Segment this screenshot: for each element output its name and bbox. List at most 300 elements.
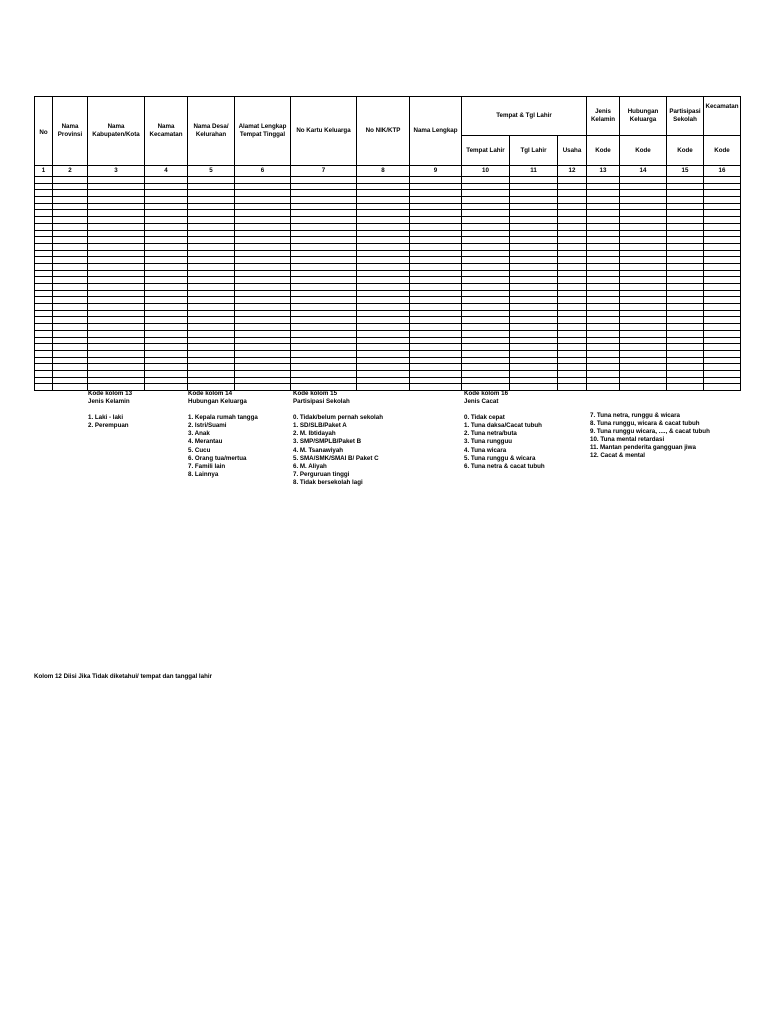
table-cell[interactable] <box>53 330 88 337</box>
table-cell[interactable] <box>188 177 235 184</box>
table-cell[interactable] <box>462 197 510 204</box>
table-cell[interactable] <box>510 230 558 237</box>
table-cell[interactable] <box>510 310 558 317</box>
table-cell[interactable] <box>88 270 145 277</box>
table-cell[interactable] <box>620 370 667 377</box>
table-cell[interactable] <box>410 203 462 210</box>
table-cell[interactable] <box>510 177 558 184</box>
table-cell[interactable] <box>53 290 88 297</box>
table-cell[interactable] <box>188 324 235 331</box>
table-cell[interactable] <box>510 337 558 344</box>
table-cell[interactable] <box>53 324 88 331</box>
table-cell[interactable] <box>587 203 620 210</box>
table-cell[interactable] <box>462 304 510 311</box>
table-cell[interactable] <box>587 284 620 291</box>
table-cell[interactable] <box>510 250 558 257</box>
table-cell[interactable] <box>188 337 235 344</box>
table-cell[interactable] <box>667 183 704 190</box>
table-cell[interactable] <box>357 217 410 224</box>
table-cell[interactable] <box>88 324 145 331</box>
table-cell[interactable] <box>510 370 558 377</box>
table-cell[interactable] <box>620 310 667 317</box>
table-cell[interactable] <box>510 357 558 364</box>
table-cell[interactable] <box>667 223 704 230</box>
table-cell[interactable] <box>235 203 291 210</box>
table-cell[interactable] <box>53 357 88 364</box>
table-cell[interactable] <box>53 177 88 184</box>
table-cell[interactable] <box>188 364 235 371</box>
table-cell[interactable] <box>558 377 587 384</box>
table-cell[interactable] <box>188 297 235 304</box>
table-cell[interactable] <box>235 183 291 190</box>
table-cell[interactable] <box>410 217 462 224</box>
table-cell[interactable] <box>235 297 291 304</box>
table-cell[interactable] <box>410 384 462 391</box>
table-cell[interactable] <box>462 250 510 257</box>
table-cell[interactable] <box>35 203 53 210</box>
table-cell[interactable] <box>558 223 587 230</box>
table-cell[interactable] <box>667 297 704 304</box>
table-cell[interactable] <box>88 203 145 210</box>
table-cell[interactable] <box>667 217 704 224</box>
table-cell[interactable] <box>235 284 291 291</box>
table-cell[interactable] <box>410 177 462 184</box>
table-cell[interactable] <box>53 250 88 257</box>
table-cell[interactable] <box>704 377 741 384</box>
table-cell[interactable] <box>88 217 145 224</box>
table-cell[interactable] <box>410 377 462 384</box>
table-cell[interactable] <box>357 324 410 331</box>
table-cell[interactable] <box>357 277 410 284</box>
table-cell[interactable] <box>587 177 620 184</box>
table-cell[interactable] <box>88 304 145 311</box>
table-cell[interactable] <box>53 370 88 377</box>
table-cell[interactable] <box>704 384 741 391</box>
table-cell[interactable] <box>704 257 741 264</box>
table-cell[interactable] <box>558 243 587 250</box>
table-cell[interactable] <box>510 203 558 210</box>
table-cell[interactable] <box>35 270 53 277</box>
table-cell[interactable] <box>587 370 620 377</box>
table-cell[interactable] <box>620 230 667 237</box>
table-cell[interactable] <box>667 197 704 204</box>
table-cell[interactable] <box>188 223 235 230</box>
table-cell[interactable] <box>667 290 704 297</box>
table-cell[interactable] <box>620 297 667 304</box>
table-cell[interactable] <box>558 290 587 297</box>
table-cell[interactable] <box>291 350 357 357</box>
table-cell[interactable] <box>145 364 188 371</box>
table-cell[interactable] <box>145 304 188 311</box>
table-cell[interactable] <box>88 263 145 270</box>
table-cell[interactable] <box>558 324 587 331</box>
table-cell[interactable] <box>410 337 462 344</box>
table-cell[interactable] <box>410 330 462 337</box>
table-cell[interactable] <box>587 304 620 311</box>
table-cell[interactable] <box>188 350 235 357</box>
table-cell[interactable] <box>587 217 620 224</box>
table-cell[interactable] <box>620 190 667 197</box>
table-cell[interactable] <box>235 350 291 357</box>
table-cell[interactable] <box>587 317 620 324</box>
table-cell[interactable] <box>462 203 510 210</box>
table-cell[interactable] <box>357 284 410 291</box>
table-cell[interactable] <box>88 210 145 217</box>
table-cell[interactable] <box>53 263 88 270</box>
table-cell[interactable] <box>291 344 357 351</box>
table-cell[interactable] <box>587 277 620 284</box>
table-cell[interactable] <box>558 190 587 197</box>
table-cell[interactable] <box>188 250 235 257</box>
table-cell[interactable] <box>357 344 410 351</box>
table-cell[interactable] <box>357 237 410 244</box>
table-cell[interactable] <box>357 257 410 264</box>
table-cell[interactable] <box>188 243 235 250</box>
table-cell[interactable] <box>462 324 510 331</box>
table-cell[interactable] <box>188 270 235 277</box>
table-cell[interactable] <box>53 190 88 197</box>
table-cell[interactable] <box>667 384 704 391</box>
table-cell[interactable] <box>235 270 291 277</box>
table-cell[interactable] <box>53 284 88 291</box>
table-cell[interactable] <box>235 337 291 344</box>
table-cell[interactable] <box>235 290 291 297</box>
table-cell[interactable] <box>510 257 558 264</box>
table-cell[interactable] <box>410 197 462 204</box>
table-cell[interactable] <box>35 263 53 270</box>
table-cell[interactable] <box>410 370 462 377</box>
table-cell[interactable] <box>145 197 188 204</box>
table-cell[interactable] <box>188 290 235 297</box>
table-cell[interactable] <box>587 270 620 277</box>
table-cell[interactable] <box>88 290 145 297</box>
table-cell[interactable] <box>620 210 667 217</box>
table-cell[interactable] <box>235 377 291 384</box>
table-cell[interactable] <box>620 270 667 277</box>
table-cell[interactable] <box>188 310 235 317</box>
table-cell[interactable] <box>291 190 357 197</box>
table-cell[interactable] <box>53 317 88 324</box>
table-cell[interactable] <box>462 317 510 324</box>
table-cell[interactable] <box>235 250 291 257</box>
table-cell[interactable] <box>35 364 53 371</box>
table-cell[interactable] <box>704 310 741 317</box>
table-cell[interactable] <box>667 350 704 357</box>
table-cell[interactable] <box>88 330 145 337</box>
table-cell[interactable] <box>510 344 558 351</box>
table-cell[interactable] <box>704 304 741 311</box>
table-cell[interactable] <box>357 317 410 324</box>
table-cell[interactable] <box>620 284 667 291</box>
table-cell[interactable] <box>188 370 235 377</box>
table-cell[interactable] <box>35 344 53 351</box>
table-cell[interactable] <box>53 203 88 210</box>
table-cell[interactable] <box>587 250 620 257</box>
table-cell[interactable] <box>88 310 145 317</box>
table-cell[interactable] <box>410 257 462 264</box>
table-cell[interactable] <box>357 377 410 384</box>
table-cell[interactable] <box>704 223 741 230</box>
table-cell[interactable] <box>291 263 357 270</box>
table-cell[interactable] <box>704 324 741 331</box>
table-cell[interactable] <box>620 364 667 371</box>
table-cell[interactable] <box>410 290 462 297</box>
table-cell[interactable] <box>620 197 667 204</box>
table-cell[interactable] <box>620 237 667 244</box>
table-cell[interactable] <box>704 177 741 184</box>
table-cell[interactable] <box>510 237 558 244</box>
table-cell[interactable] <box>620 317 667 324</box>
table-cell[interactable] <box>145 250 188 257</box>
table-cell[interactable] <box>357 330 410 337</box>
table-cell[interactable] <box>53 270 88 277</box>
table-cell[interactable] <box>291 370 357 377</box>
table-cell[interactable] <box>357 364 410 371</box>
table-cell[interactable] <box>88 357 145 364</box>
table-cell[interactable] <box>35 250 53 257</box>
table-cell[interactable] <box>587 350 620 357</box>
table-cell[interactable] <box>291 324 357 331</box>
table-cell[interactable] <box>620 350 667 357</box>
table-cell[interactable] <box>462 237 510 244</box>
table-cell[interactable] <box>704 237 741 244</box>
table-cell[interactable] <box>145 183 188 190</box>
table-cell[interactable] <box>357 223 410 230</box>
table-cell[interactable] <box>558 217 587 224</box>
table-cell[interactable] <box>704 230 741 237</box>
table-cell[interactable] <box>620 377 667 384</box>
table-cell[interactable] <box>510 290 558 297</box>
table-cell[interactable] <box>35 377 53 384</box>
table-cell[interactable] <box>145 230 188 237</box>
table-cell[interactable] <box>35 324 53 331</box>
table-cell[interactable] <box>145 377 188 384</box>
table-cell[interactable] <box>667 190 704 197</box>
table-cell[interactable] <box>88 317 145 324</box>
table-cell[interactable] <box>558 297 587 304</box>
table-cell[interactable] <box>291 297 357 304</box>
table-cell[interactable] <box>145 203 188 210</box>
table-cell[interactable] <box>462 177 510 184</box>
table-cell[interactable] <box>53 384 88 391</box>
table-cell[interactable] <box>462 243 510 250</box>
table-cell[interactable] <box>291 197 357 204</box>
table-cell[interactable] <box>704 203 741 210</box>
table-cell[interactable] <box>145 263 188 270</box>
table-cell[interactable] <box>462 357 510 364</box>
table-cell[interactable] <box>510 210 558 217</box>
table-cell[interactable] <box>188 237 235 244</box>
table-cell[interactable] <box>35 217 53 224</box>
table-cell[interactable] <box>620 217 667 224</box>
table-cell[interactable] <box>667 203 704 210</box>
table-cell[interactable] <box>145 243 188 250</box>
table-cell[interactable] <box>558 177 587 184</box>
table-cell[interactable] <box>235 324 291 331</box>
table-cell[interactable] <box>235 330 291 337</box>
table-cell[interactable] <box>53 230 88 237</box>
table-cell[interactable] <box>145 357 188 364</box>
table-cell[interactable] <box>291 203 357 210</box>
table-cell[interactable] <box>88 277 145 284</box>
table-cell[interactable] <box>235 277 291 284</box>
table-cell[interactable] <box>410 230 462 237</box>
table-cell[interactable] <box>704 263 741 270</box>
table-cell[interactable] <box>35 223 53 230</box>
table-cell[interactable] <box>35 304 53 311</box>
table-cell[interactable] <box>587 377 620 384</box>
table-cell[interactable] <box>410 350 462 357</box>
table-cell[interactable] <box>235 210 291 217</box>
table-cell[interactable] <box>620 223 667 230</box>
table-cell[interactable] <box>462 350 510 357</box>
table-cell[interactable] <box>667 277 704 284</box>
table-cell[interactable] <box>704 210 741 217</box>
table-cell[interactable] <box>667 377 704 384</box>
table-cell[interactable] <box>667 270 704 277</box>
table-cell[interactable] <box>704 290 741 297</box>
table-cell[interactable] <box>510 297 558 304</box>
table-cell[interactable] <box>587 263 620 270</box>
table-cell[interactable] <box>88 197 145 204</box>
table-cell[interactable] <box>188 330 235 337</box>
table-cell[interactable] <box>620 277 667 284</box>
table-cell[interactable] <box>510 284 558 291</box>
table-cell[interactable] <box>510 350 558 357</box>
table-cell[interactable] <box>510 377 558 384</box>
table-cell[interactable] <box>558 384 587 391</box>
table-cell[interactable] <box>558 197 587 204</box>
table-cell[interactable] <box>53 310 88 317</box>
table-cell[interactable] <box>462 337 510 344</box>
table-cell[interactable] <box>53 257 88 264</box>
table-cell[interactable] <box>462 284 510 291</box>
table-cell[interactable] <box>510 324 558 331</box>
table-cell[interactable] <box>462 217 510 224</box>
table-cell[interactable] <box>704 297 741 304</box>
table-cell[interactable] <box>704 183 741 190</box>
table-cell[interactable] <box>510 183 558 190</box>
table-cell[interactable] <box>357 337 410 344</box>
table-cell[interactable] <box>558 310 587 317</box>
table-cell[interactable] <box>291 177 357 184</box>
table-cell[interactable] <box>35 310 53 317</box>
table-cell[interactable] <box>704 243 741 250</box>
table-cell[interactable] <box>53 223 88 230</box>
table-cell[interactable] <box>35 277 53 284</box>
table-cell[interactable] <box>235 190 291 197</box>
table-cell[interactable] <box>410 270 462 277</box>
table-cell[interactable] <box>291 330 357 337</box>
table-cell[interactable] <box>235 370 291 377</box>
table-cell[interactable] <box>35 384 53 391</box>
table-cell[interactable] <box>357 183 410 190</box>
table-cell[interactable] <box>235 177 291 184</box>
table-cell[interactable] <box>462 223 510 230</box>
table-cell[interactable] <box>291 284 357 291</box>
table-cell[interactable] <box>357 177 410 184</box>
table-cell[interactable] <box>88 177 145 184</box>
table-cell[interactable] <box>188 203 235 210</box>
table-cell[interactable] <box>53 344 88 351</box>
table-cell[interactable] <box>667 230 704 237</box>
table-cell[interactable] <box>357 203 410 210</box>
table-cell[interactable] <box>410 344 462 351</box>
table-cell[interactable] <box>188 190 235 197</box>
table-cell[interactable] <box>510 197 558 204</box>
table-cell[interactable] <box>53 297 88 304</box>
table-cell[interactable] <box>357 250 410 257</box>
table-cell[interactable] <box>291 364 357 371</box>
table-cell[interactable] <box>291 243 357 250</box>
table-cell[interactable] <box>587 223 620 230</box>
table-cell[interactable] <box>587 243 620 250</box>
table-cell[interactable] <box>510 243 558 250</box>
table-cell[interactable] <box>35 297 53 304</box>
table-cell[interactable] <box>357 304 410 311</box>
table-cell[interactable] <box>704 217 741 224</box>
table-cell[interactable] <box>235 230 291 237</box>
table-cell[interactable] <box>704 344 741 351</box>
table-cell[interactable] <box>235 257 291 264</box>
table-cell[interactable] <box>291 317 357 324</box>
table-cell[interactable] <box>88 370 145 377</box>
table-cell[interactable] <box>410 243 462 250</box>
table-cell[interactable] <box>410 364 462 371</box>
table-cell[interactable] <box>235 344 291 351</box>
table-cell[interactable] <box>462 370 510 377</box>
table-cell[interactable] <box>558 337 587 344</box>
table-cell[interactable] <box>558 230 587 237</box>
table-cell[interactable] <box>188 377 235 384</box>
table-cell[interactable] <box>357 230 410 237</box>
table-cell[interactable] <box>410 310 462 317</box>
table-cell[interactable] <box>357 197 410 204</box>
table-cell[interactable] <box>587 324 620 331</box>
table-cell[interactable] <box>88 237 145 244</box>
table-cell[interactable] <box>145 217 188 224</box>
table-cell[interactable] <box>510 270 558 277</box>
table-cell[interactable] <box>291 250 357 257</box>
table-cell[interactable] <box>558 257 587 264</box>
table-cell[interactable] <box>462 263 510 270</box>
table-cell[interactable] <box>620 344 667 351</box>
table-cell[interactable] <box>510 317 558 324</box>
table-cell[interactable] <box>188 304 235 311</box>
table-cell[interactable] <box>587 310 620 317</box>
table-cell[interactable] <box>462 310 510 317</box>
table-cell[interactable] <box>357 190 410 197</box>
table-cell[interactable] <box>587 257 620 264</box>
table-cell[interactable] <box>410 237 462 244</box>
table-cell[interactable] <box>53 217 88 224</box>
table-cell[interactable] <box>558 270 587 277</box>
table-cell[interactable] <box>410 317 462 324</box>
table-cell[interactable] <box>357 357 410 364</box>
table-cell[interactable] <box>145 290 188 297</box>
table-cell[interactable] <box>620 357 667 364</box>
table-cell[interactable] <box>667 364 704 371</box>
table-cell[interactable] <box>145 370 188 377</box>
table-cell[interactable] <box>704 277 741 284</box>
table-cell[interactable] <box>667 330 704 337</box>
table-cell[interactable] <box>462 290 510 297</box>
table-cell[interactable] <box>188 277 235 284</box>
table-cell[interactable] <box>462 230 510 237</box>
table-cell[interactable] <box>35 330 53 337</box>
table-cell[interactable] <box>357 310 410 317</box>
table-cell[interactable] <box>291 290 357 297</box>
